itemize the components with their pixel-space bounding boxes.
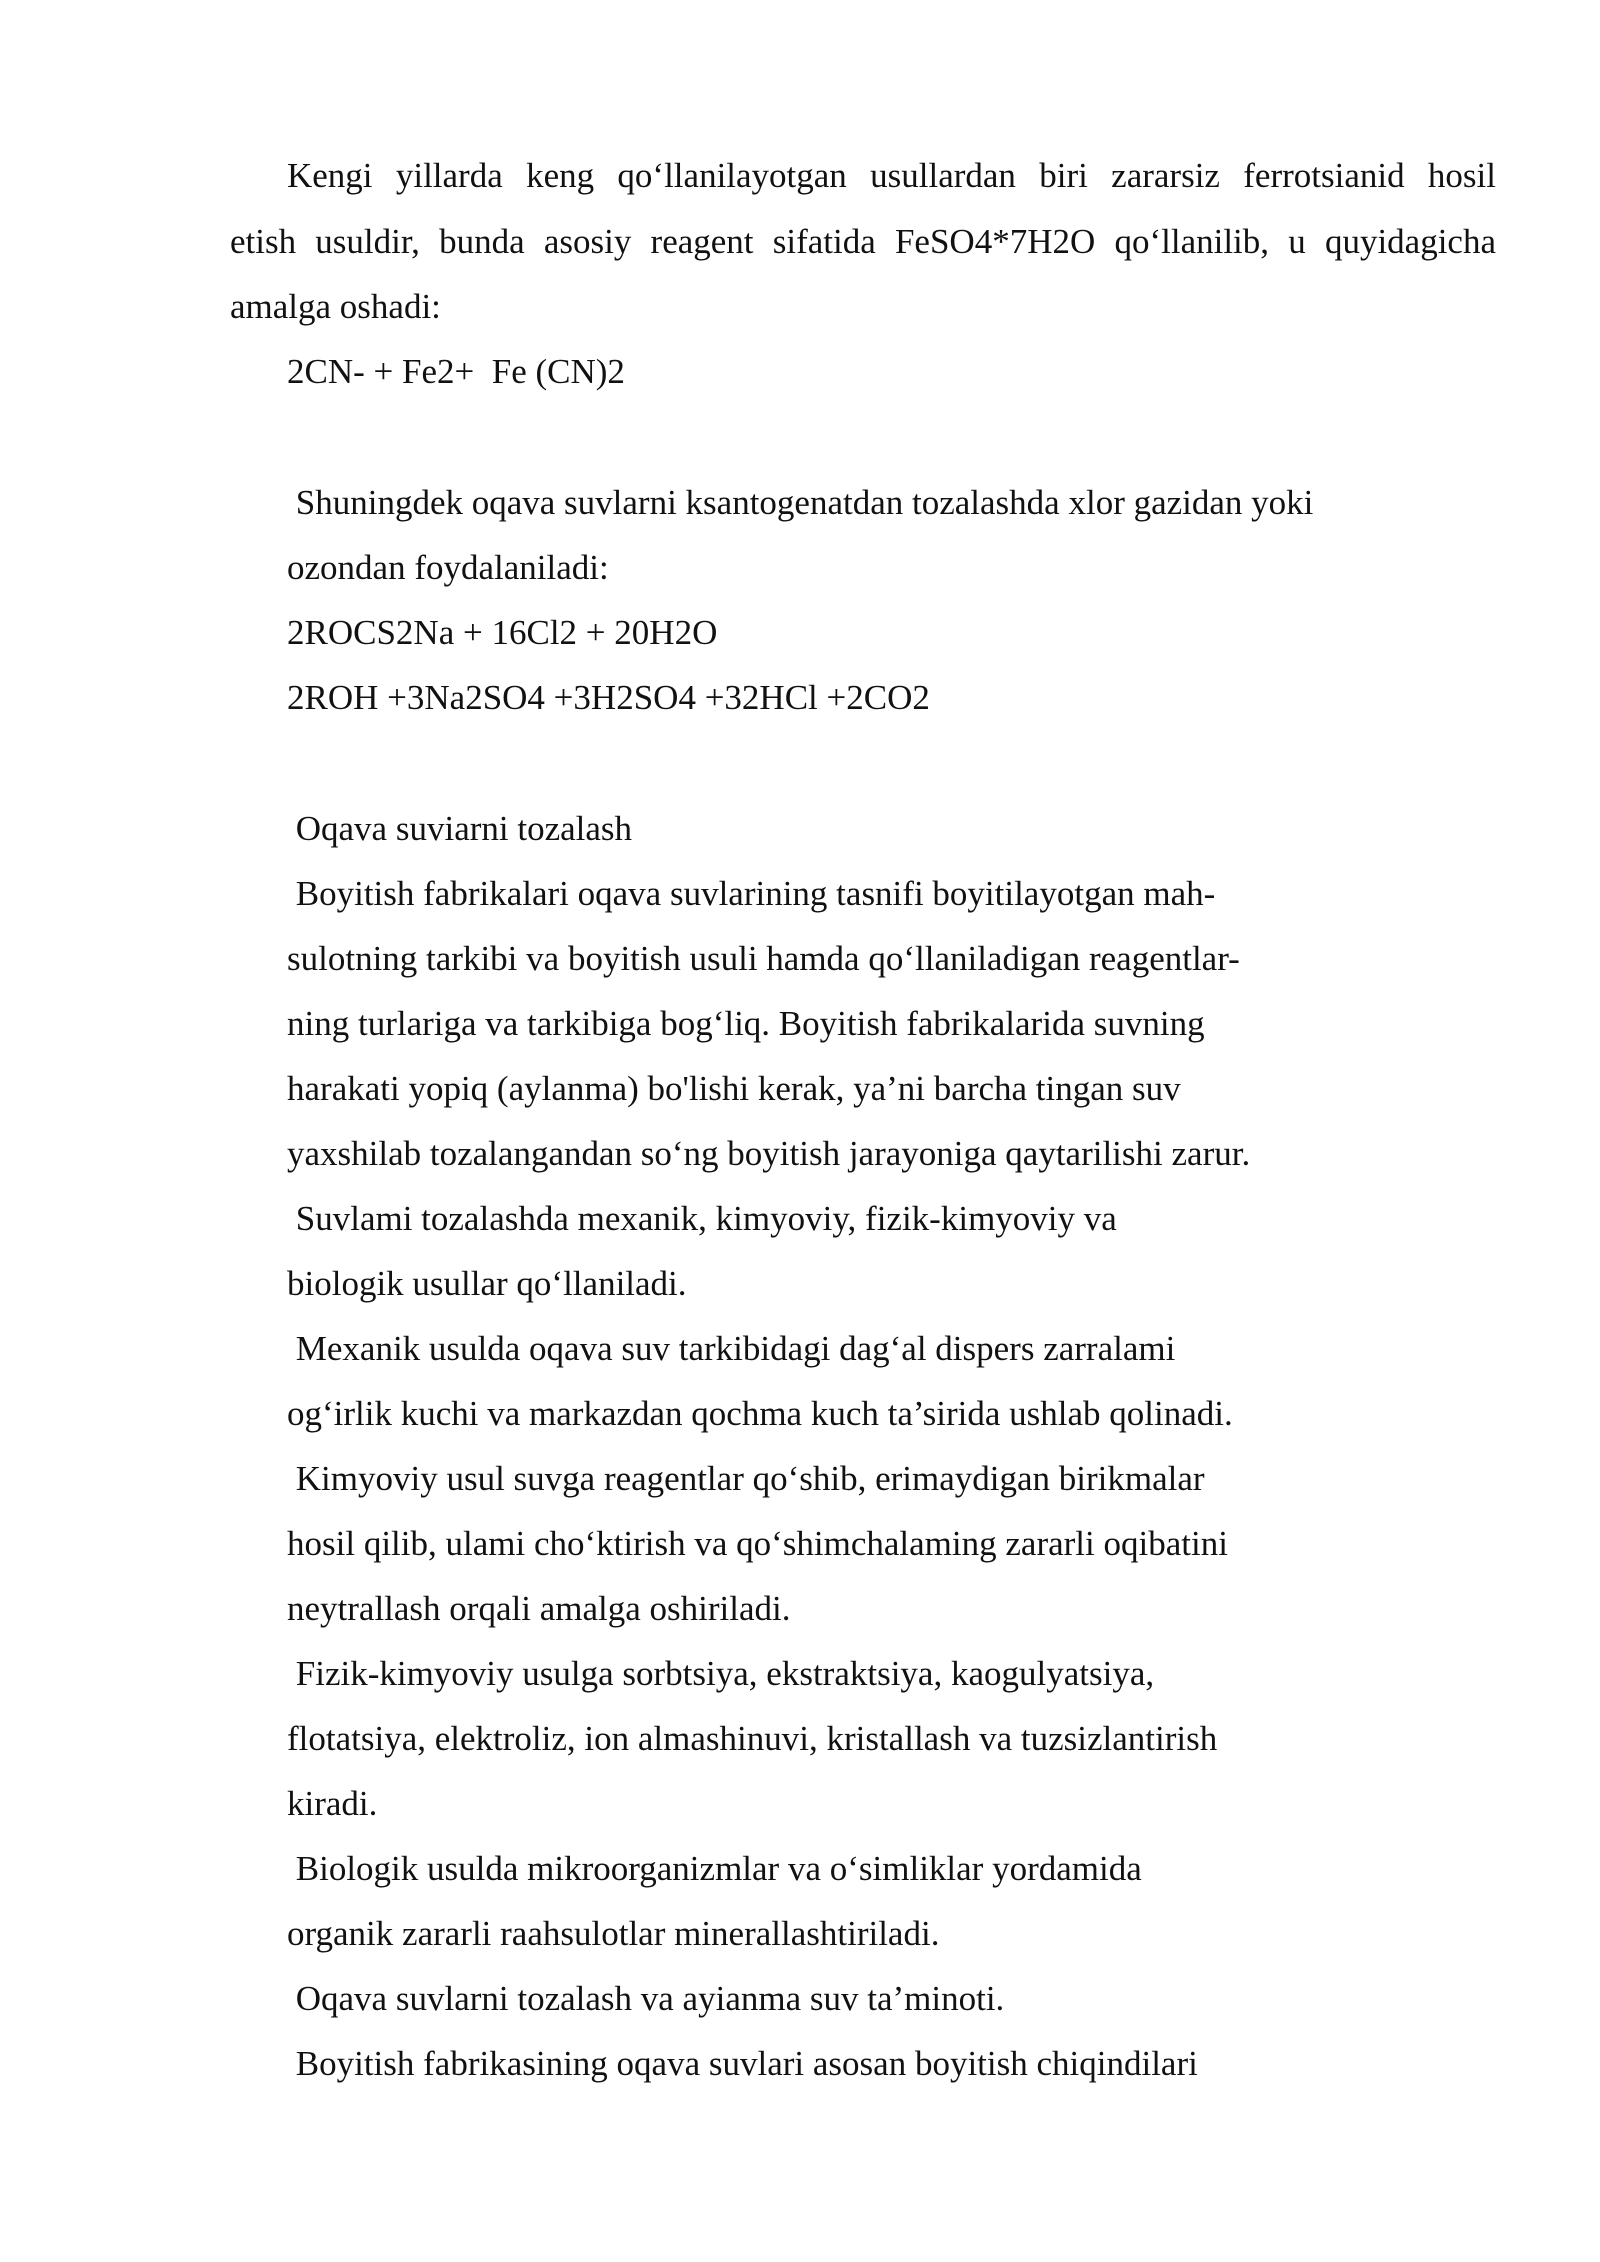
body-line: Boyitish fabrikasining oqava suvlari asosan boyitish chiqindilari (287, 2044, 1198, 2083)
body-line: yaxshilab tozalangandan so‘ng boyitish jarayoniga qaytarilishi zarur. (287, 1134, 1251, 1173)
body-line: Mexanik usulda oqava suv tarkibidagi dag‘al dispers zarralami (287, 1329, 1176, 1368)
body-line: biologik usullar qo‘llaniladi. (287, 1264, 687, 1303)
body-line: neytrallash orqali amalga oshiriladi. (287, 1589, 791, 1628)
body-line: ning turlariga va tarkibiga bog‘liq. Boyitish fabrikalarida suvning (287, 1004, 1205, 1043)
body-line: harakati yopiq (aylanma) bo'lishi kerak, ya’ni barcha tingan suv (287, 1069, 1181, 1108)
body-line: Kimyoviy usul suvga reagentlar qo‘shib, erimaydigan birikmalar (287, 1459, 1205, 1498)
chlorine-line-1: Shuningdek oqava suvlarni ksantogenatdan tozalashda xlor gazidan yoki (287, 483, 1314, 522)
chlorine-line-2: ozondan foydalaniladi: (287, 548, 609, 587)
body-line: kiradi. (287, 1784, 378, 1823)
body-line: organik zararli raahsulotlar minerallashtiriladi. (287, 1914, 940, 1953)
body-line: flotatsiya, elektroliz, ion almashinuvi, kristallash va tuzsizlantirish (287, 1719, 1218, 1758)
equation-cyanide: 2CN- + Fe2+ Fe (CN)2 (287, 352, 625, 391)
intro-line-1: Kengi yillarda keng qo‘llanilayotgan usullardan biri zararsiz ferrotsianid hosil (287, 156, 1496, 195)
body-line: Oqava suvlarni tozalash va ayianma suv ta’minoti. (287, 1979, 1005, 2018)
body-line: sulotning tarkibi va boyitish usuli hamda qo‘llaniladigan reagentlar- (287, 939, 1240, 978)
intro-line-3: amalga oshadi: (230, 287, 441, 326)
intro-line-2: etish usuldir, bunda asosiy reagent sifatida FeSO4*7H2O qo‘llanilib, u quyidagicha (230, 222, 1496, 261)
body-line: Boyitish fabrikalari oqava suvlarining tasnifi boyitilayotgan mah- (287, 874, 1216, 913)
equation-xanthate-right: 2ROH +3Na2SO4 +3H2SO4 +32HCl +2CO2 (287, 678, 930, 717)
equation-xanthate-left: 2ROCS2Na + 16Cl2 + 20H2O (287, 613, 718, 652)
section-heading: Oqava suviarni tozalash (287, 809, 633, 848)
body-line: og‘irlik kuchi va markazdan qochma kuch ta’sirida ushlab qolinadi. (287, 1394, 1233, 1433)
body-line: hosil qilib, ulami cho‘ktirish va qo‘shimchalaming zararli oqibatini (287, 1524, 1228, 1563)
body-line: Biologik usulda mikroorganizmlar va o‘simliklar yordamida (287, 1849, 1142, 1888)
body-line: Suvlami tozalashda mexanik, kimyoviy, fizik-kimyoviy va (287, 1199, 1117, 1238)
body-line: Fizik-kimyoviy usulga sorbtsiya, ekstraktsiya, kaogulyatsiya, (287, 1654, 1155, 1693)
